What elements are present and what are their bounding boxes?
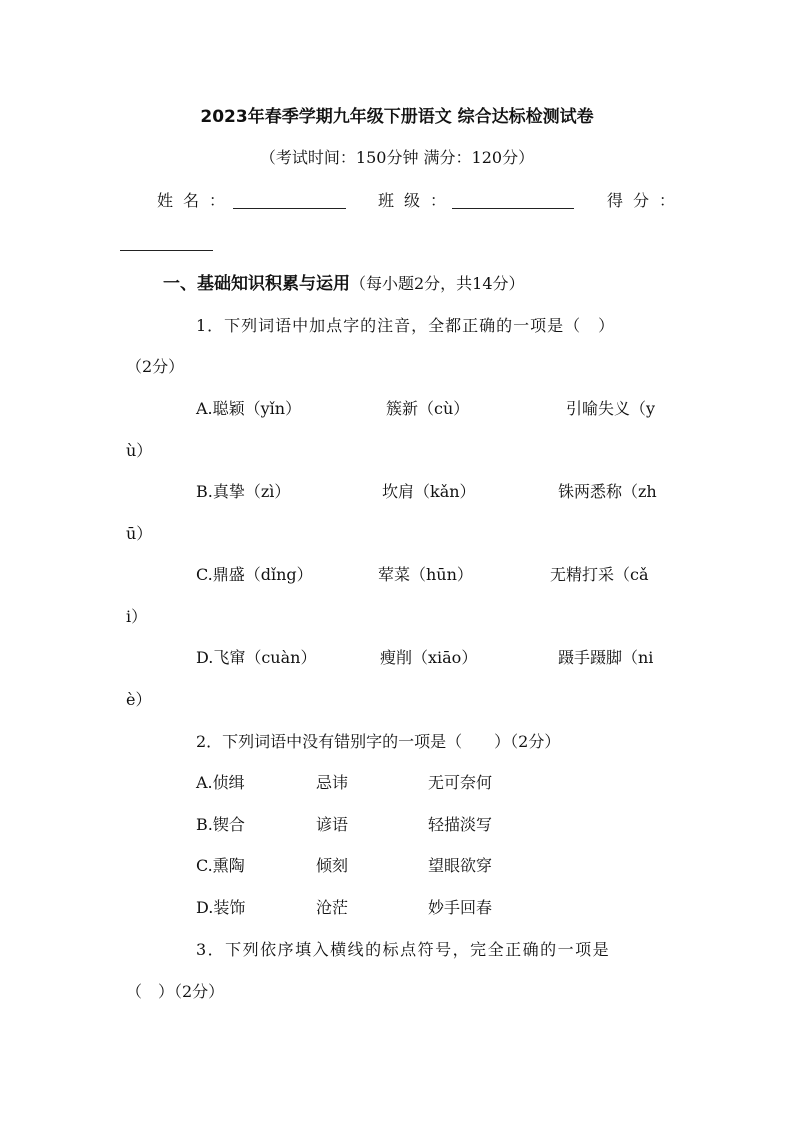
q1-option-d-wrap: è） [126,690,152,709]
q2-option-a-word3: 无可奈何 [428,773,493,792]
q2-option-d-word2: 沧茫 [316,898,349,917]
q1-option-c-word2: 荤菜（hūn） [378,565,473,584]
q1-option-b-word2: 坎肩（kǎn） [382,482,476,501]
score-blank [120,250,213,251]
q1-option-d-word2: 瘦削（xiāo） [380,648,478,667]
exam-title: 2023年春季学期九年级下册语文 综合达标检测试卷 [200,107,594,127]
score-label: 得分： [607,191,686,210]
exam-subtitle: （考试时间：150分钟 满分：120分） [259,148,535,167]
q1-option-c-wrap: i） [126,607,148,626]
q1-option-b: B.真挚（zì） [196,482,291,501]
q3-stem-continued: （ ）（2分） [126,982,225,1001]
section-1-note: （每小题2分，共14分） [350,274,525,293]
q2-option-a-word2: 忌讳 [316,773,349,792]
q1-stem: 1．下列词语中加点字的注音，全都正确的一项是（ ） [196,316,616,335]
section-1-heading [163,273,525,295]
q1-option-d: D.飞窜（cuàn） [196,648,317,667]
q2-option-b-word2: 谚语 [316,815,349,834]
q1-option-b-wrap: ū） [126,524,153,543]
q1-option-a-word2: 簇新（cù） [386,399,470,418]
q1-option-c: C.鼎盛（dǐng） [196,565,313,584]
q2-option-a: A.侦缉 [196,773,245,792]
q1-option-a-word3: 引喻失义（y [566,399,656,418]
q2-option-c-word2: 倾刻 [316,856,349,875]
q2-option-b-word3: 轻描淡写 [428,815,493,834]
q1-option-b-word3: 铢两悉称（zh [558,482,657,501]
q2-option-c: C.熏陶 [196,856,245,875]
q2-option-c-word3: 望眼欲穿 [428,856,493,875]
q1-option-a: A.聪颖（yǐn） [196,399,302,418]
name-blank [233,208,346,209]
class-blank [452,208,574,209]
q2-option-b: B.锲合 [196,815,245,834]
q1-option-c-word3: 无精打采（cǎ [550,565,649,584]
q1-points: （2分） [126,357,185,376]
q2-option-d: D.装饰 [196,898,246,917]
q2-option-d-word3: 妙手回春 [428,898,493,917]
q1-option-d-word3: 蹑手蹑脚（ni [558,648,654,667]
q3-stem: 3．下列依序填入横线的标点符号，完全正确的一项是 [196,940,611,959]
q2-stem: 2．下列词语中没有错别字的一项是（ ）（2分） [196,732,561,751]
name-label: 姓名： [157,191,236,210]
section-1-title: 一、基础知识积累与运用 [163,274,350,294]
q1-option-a-wrap: ù） [126,441,153,460]
class-label: 班级： [378,191,457,210]
